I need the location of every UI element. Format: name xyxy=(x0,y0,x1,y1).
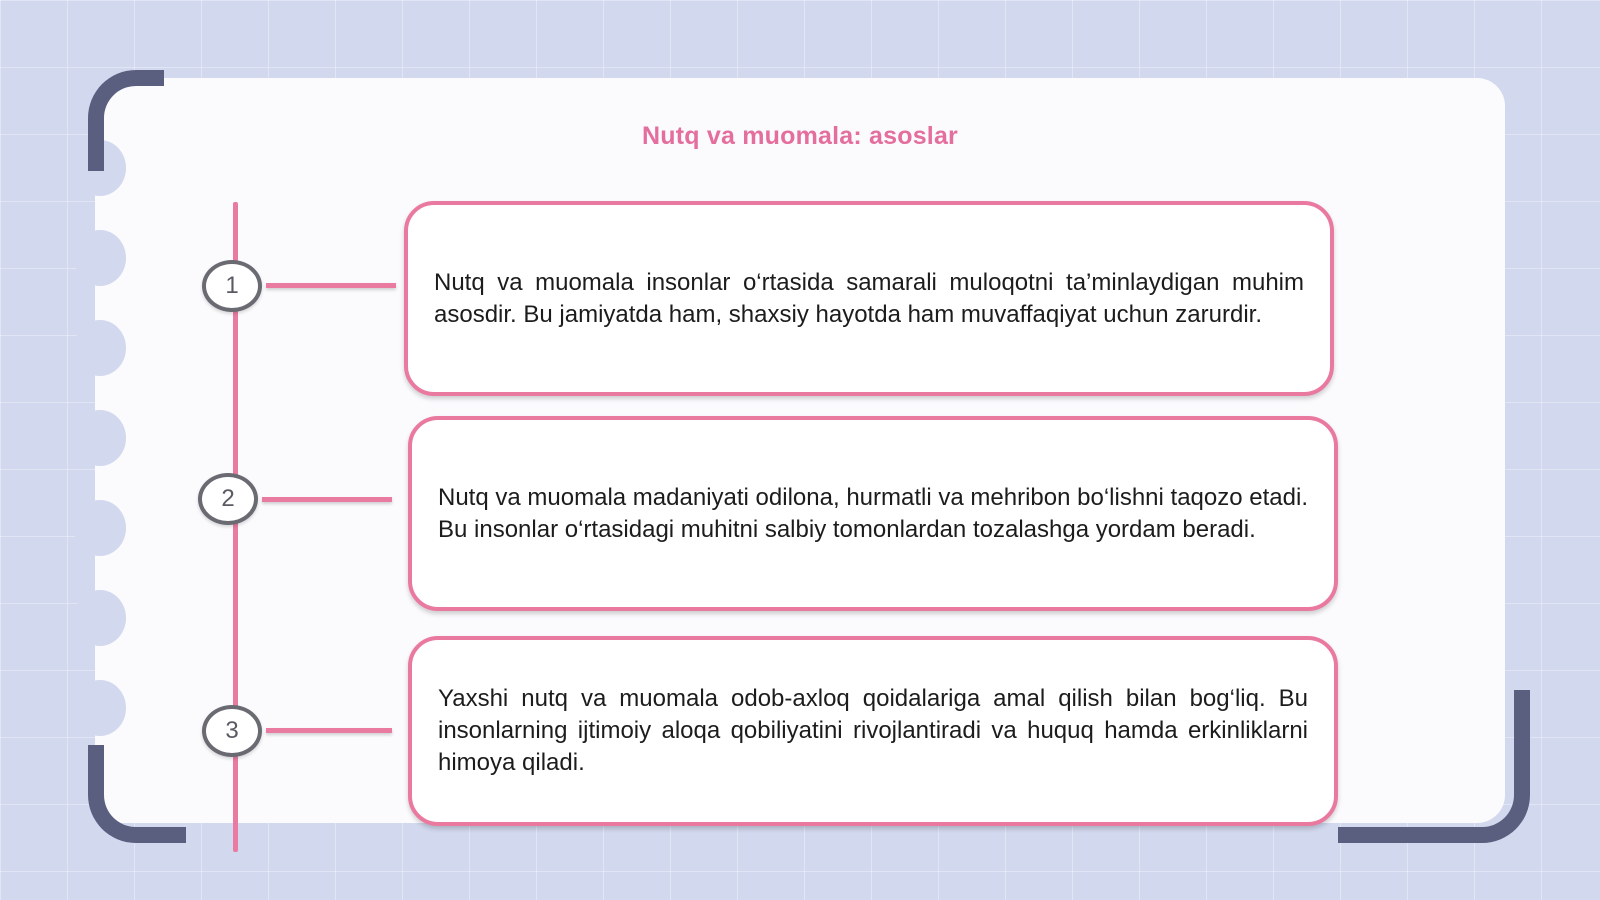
step-number-2: 2 xyxy=(198,473,258,525)
step-number-1: 1 xyxy=(202,260,262,312)
step-text-2: Nutq va muomala madaniyati odilona, hurmatli va mehribon bo‘lishni taqozo etadi. Bu insonlar o‘rtasidagi muhitni salbiy tomonlardan tozalashga yordam beradi. xyxy=(438,483,1308,543)
step-number-3: 3 xyxy=(202,705,262,757)
frame-corner-bottom-right xyxy=(1338,690,1530,843)
connector-1 xyxy=(266,283,396,288)
step-text-1: Nutq va muomala insonlar o‘rtasida samarali muloqotni ta’minlaydigan muhim asosdir. Bu jamiyatda ham, shaxsiy hayotda ham muvaffaqiyat uchun zarurdir. xyxy=(434,268,1304,328)
step-card-3 xyxy=(408,636,1338,826)
frame-corner-bottom-left xyxy=(88,745,186,843)
step-card-2 xyxy=(408,416,1338,611)
connector-3 xyxy=(266,728,392,733)
connector-2 xyxy=(262,497,392,502)
frame-corner-top-left xyxy=(88,70,164,171)
step-card-1 xyxy=(404,201,1334,396)
slide-title: Nutq va muomala: asoslar xyxy=(641,122,958,150)
step-text-3: Yaxshi nutq va muomala odob-axloq qoidalariga amal qilish bilan bog‘liq. Bu insonlarning ijtimoiy aloqa qobiliyatini rivojlantiradi va huquq hamda erkinliklarni himoya qiladi. xyxy=(438,685,1308,776)
